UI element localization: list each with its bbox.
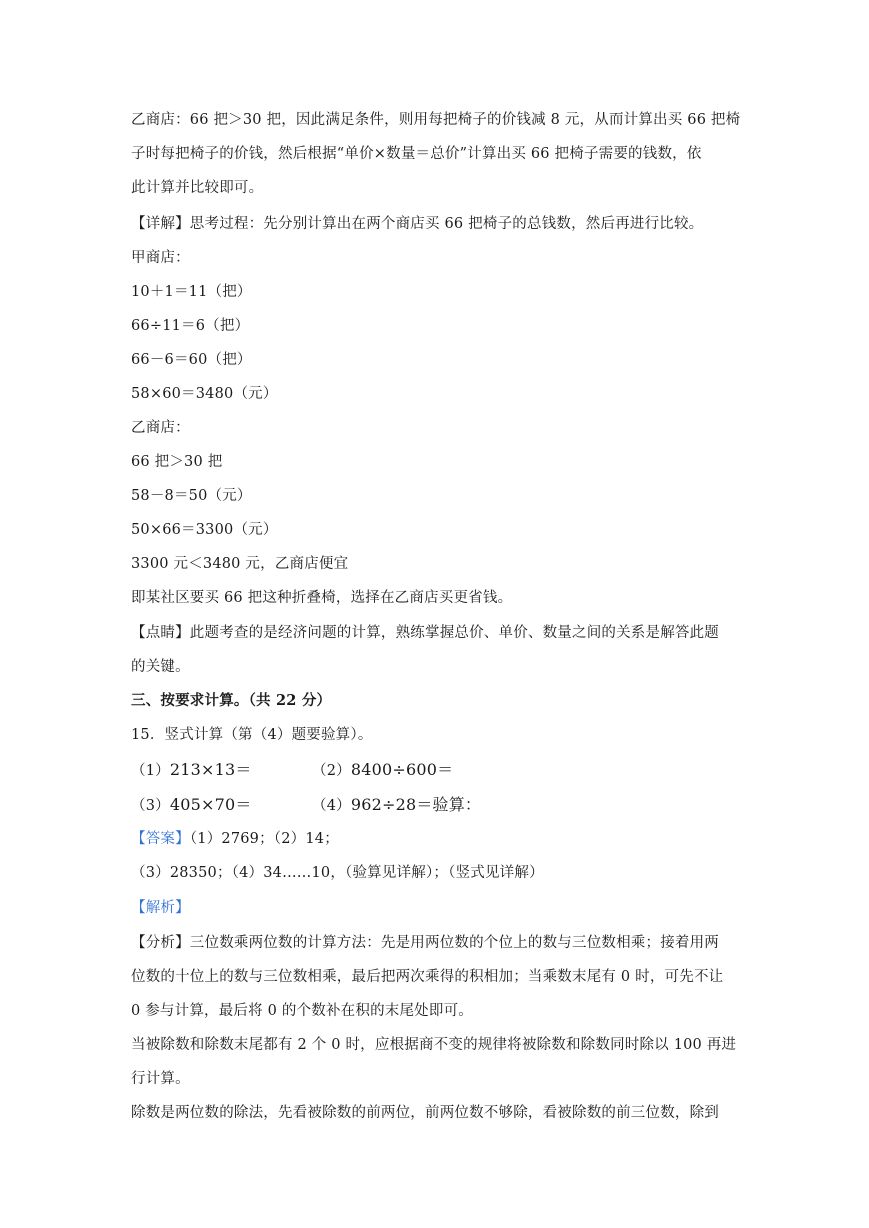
analysis-line: 行计算。 <box>131 1071 190 1087</box>
question-title: 15．竖式计算（第（4）题要验算）。 <box>131 727 373 743</box>
item-expression: 962÷28＝验算： <box>350 795 482 814</box>
analysis-line: 位数的十位上的数与三位数相乘，最后把两次乘得的积相加；当乘数末尾有 0 时，可先不让 <box>131 969 724 985</box>
analysis-line: 【分析】三位数乘两位数的计算方法：先是用两位数的个位上的数与三位数相乘；接着用两 <box>131 935 719 951</box>
text-line: 此计算并比较即可。 <box>131 180 264 196</box>
answer-text: （1）2769；（2）14； <box>189 831 339 847</box>
text-line: 子时每把椅子的价钱，然后根据“单价×数量＝总价”计算出买 66 把椅子需要的钱数，依 <box>131 146 702 162</box>
question-item-4 <box>312 795 481 816</box>
text-line: 50×66＝3300（元） <box>131 522 278 538</box>
item-label: （1） <box>131 763 170 779</box>
text-line: 10＋1＝11（把） <box>131 284 252 300</box>
question-item-2 <box>312 760 453 781</box>
item-label: （2） <box>312 763 351 779</box>
analysis-line: 当被除数和除数末尾都有 2 个 0 时，应根据商不变的规律将被除数和除数同时除以 100 再进 <box>131 1037 737 1053</box>
item-label: （3） <box>131 798 170 814</box>
text-line: 66－6＝60（把） <box>131 352 252 368</box>
text-line: 乙商店：66 把＞30 把，因此满足条件，则用每把椅子的价钱减 8 元，从而计算出买 66 把椅 <box>131 112 741 128</box>
item-expression: 8400÷600＝ <box>350 760 454 779</box>
section-heading: 三、按要求计算。（共 22 分） <box>131 692 332 709</box>
analysis-tag: 【解析】 <box>131 900 190 916</box>
answer-line-1 <box>131 829 751 849</box>
text-line: 甲商店： <box>131 250 190 266</box>
text-line: 66 把＞30 把 <box>131 454 223 470</box>
text-line: 58－8＝50（元） <box>131 488 252 504</box>
text-line: 58×60＝3480（元） <box>131 386 278 402</box>
answer-line-2: （3）28350；（4）34……10，（验算见详解）；（竖式见详解） <box>131 865 544 881</box>
text-line: 3300 元＜3480 元，乙商店便宜 <box>131 556 349 572</box>
analysis-line: 0 参与计算，最后将 0 的个数补在积的末尾处即可。 <box>131 1003 473 1019</box>
analysis-line: 除数是两位数的除法，先看被除数的前两位，前两位数不够除，看被除数的前三位数，除到 <box>131 1105 719 1121</box>
answer-tag: 【答案】 <box>131 831 190 847</box>
text-line: 即某社区要买 66 把这种折叠椅，选择在乙商店买更省钱。 <box>131 590 513 606</box>
item-expression: 213×13＝ <box>169 760 252 779</box>
text-line: 66÷11＝6（把） <box>131 318 250 334</box>
text-line: 【详解】思考过程：先分别计算出在两个商店买 66 把椅子的总钱数，然后再进行比较。 <box>131 216 704 232</box>
text-line: 【点睛】此题考查的是经济问题的计算，熟练掌握总价、单价、数量之间的关系是解答此题 <box>131 625 719 641</box>
question-row-2 <box>131 795 751 816</box>
question-row-1 <box>131 760 751 781</box>
item-expression: 405×70＝ <box>169 795 252 814</box>
item-label: （4） <box>312 798 351 814</box>
text-line: 的关键。 <box>131 659 190 675</box>
text-line: 乙商店： <box>131 420 190 436</box>
